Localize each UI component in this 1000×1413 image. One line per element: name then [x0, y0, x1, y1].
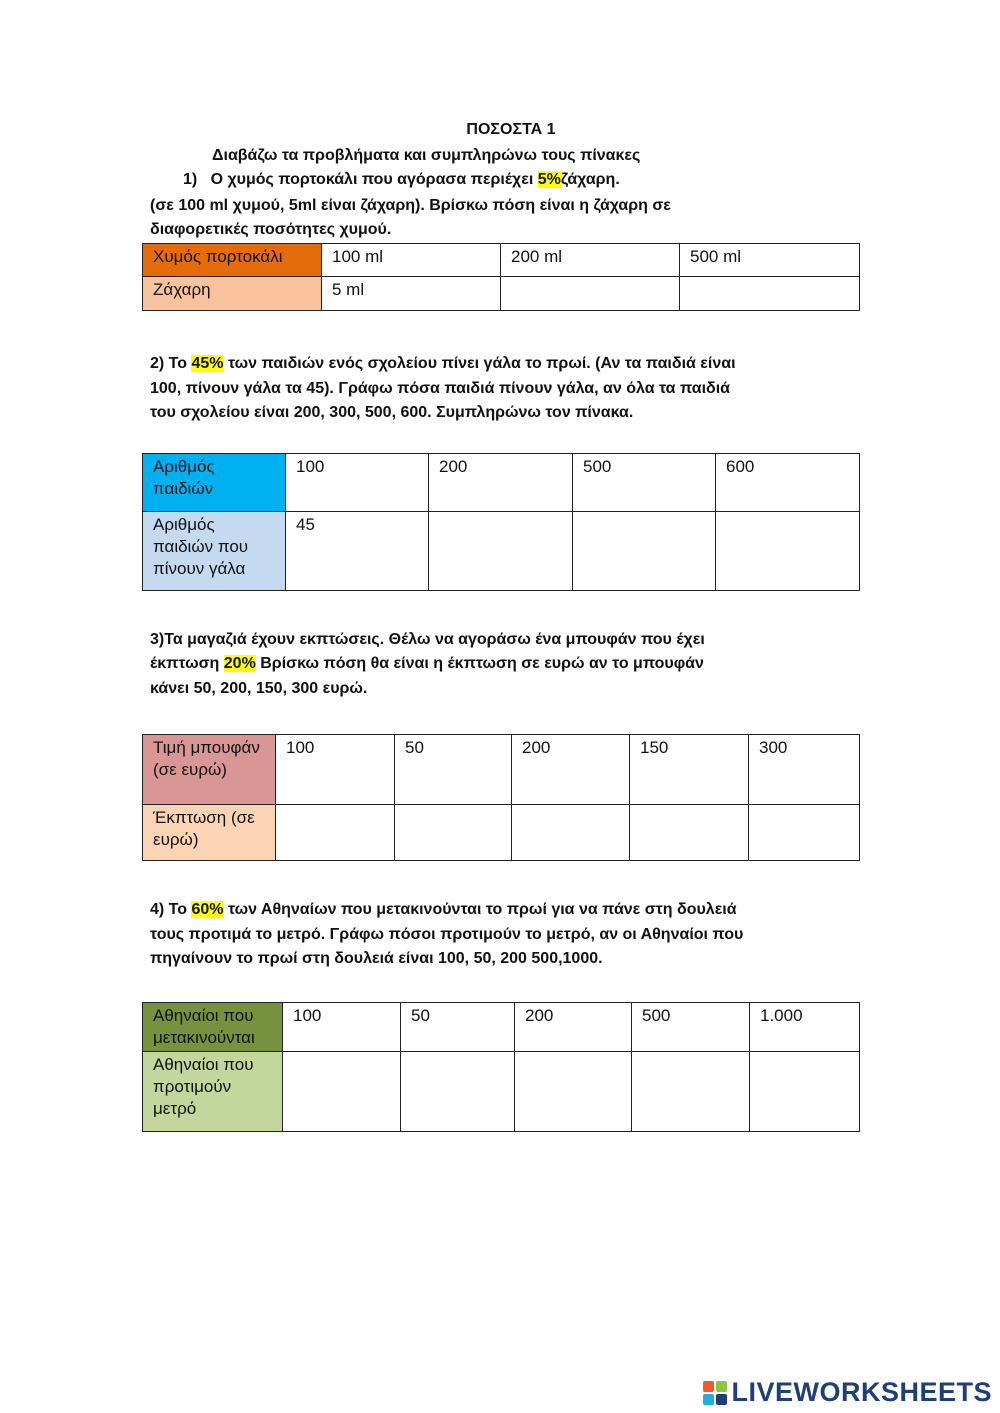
- answer-cell[interactable]: [630, 805, 749, 861]
- table-cell: 200: [429, 454, 573, 512]
- table-cell: 45: [286, 512, 429, 591]
- table-cell: 500: [573, 454, 716, 512]
- table-cell: 100: [276, 735, 395, 805]
- table-cell: 200: [512, 735, 630, 805]
- percent-highlight: 45%: [191, 355, 224, 372]
- page-subtitle: Διαβάζω τα προβλήματα και συμπληρώνω τους πίνακες: [212, 147, 641, 164]
- brand-text: LIVEWORKSHEETS: [731, 1377, 992, 1407]
- problem-4-line-2: τους προτιμά το μετρό. Γράφω πόσοι προτιμούν το μετρό, αν οι Αθηναίοι που: [150, 926, 744, 943]
- problem-1-line-3: διαφορετικές ποσότητες χυμού.: [150, 221, 392, 238]
- problem-2-line-3: του σχολείου είναι 200, 300, 500, 600. Συμπληρώνω τον πίνακα.: [150, 404, 634, 421]
- problem-text: Ο χυμός πορτοκάλι που αγόρασα περιέχει: [210, 171, 538, 188]
- table-cell: 200 ml: [501, 244, 680, 277]
- problem-text: ζάχαρη.: [560, 171, 620, 188]
- table-cell: 100 ml: [322, 244, 501, 277]
- table-cell: 100: [283, 1003, 401, 1052]
- answer-cell[interactable]: [501, 277, 680, 311]
- answer-cell[interactable]: [395, 805, 512, 861]
- table-row-label: Αθηναίοι που προτιμούν μετρό: [143, 1052, 283, 1132]
- problem-text: των Αθηναίων που μετακινούνται το πρωί για να πάνε στη δουλειά: [223, 901, 737, 918]
- problem-4-line-1: [150, 898, 737, 922]
- problem-text: 2) Το: [150, 355, 192, 372]
- problem-3-line-1: 3)Τα μαγαζιά έχουν εκπτώσεις. Θέλω να αγοράσω ένα μπουφάν που έχει: [150, 631, 705, 648]
- table-row-label: Τιμή μπουφάν (σε ευρώ): [143, 735, 276, 805]
- answer-cell[interactable]: [512, 805, 630, 861]
- table-row-label: Χυμός πορτοκάλι: [143, 244, 322, 277]
- answer-cell[interactable]: [749, 805, 860, 861]
- answer-cell[interactable]: [750, 1052, 860, 1132]
- page-title: ΠΟΣΟΣΤΑ 1: [466, 121, 556, 138]
- problem-text: των παιδιών ενός σχολείου πίνει γάλα το πρωί. (Αν τα παιδιά είναι: [223, 355, 736, 372]
- table-cell: 500 ml: [680, 244, 860, 277]
- table-row-label: Ζάχαρη: [143, 277, 322, 311]
- liveworksheets-brand[interactable]: [703, 1377, 992, 1408]
- answer-cell[interactable]: [716, 512, 860, 591]
- table-row-label: Αριθμός παιδιών που πίνουν γάλα: [143, 512, 286, 591]
- percent-highlight: 5%: [537, 171, 561, 188]
- juice-sugar-table: [142, 243, 860, 311]
- table-cell: 5 ml: [322, 277, 501, 311]
- problem-1-line-1: [183, 168, 620, 192]
- problem-3-line-2: [150, 652, 704, 676]
- problem-2-line-2: 100, πίνουν γάλα τα 45). Γράφω πόσα παιδιά πίνουν γάλα, αν όλα τα παιδιά: [150, 380, 731, 397]
- table-cell: 50: [395, 735, 512, 805]
- answer-cell[interactable]: [429, 512, 573, 591]
- answer-cell[interactable]: [680, 277, 860, 311]
- answer-cell[interactable]: [515, 1052, 632, 1132]
- table-cell: 300: [749, 735, 860, 805]
- table-cell: 150: [630, 735, 749, 805]
- children-milk-table: [142, 453, 860, 591]
- percent-highlight: 20%: [223, 655, 256, 672]
- athenians-metro-table: [142, 1002, 860, 1132]
- table-cell: 500: [632, 1003, 750, 1052]
- table-row-label: Αριθμός παιδιών: [143, 454, 286, 512]
- problem-3-line-3: κάνει 50, 200, 150, 300 ευρώ.: [150, 680, 368, 697]
- problem-text: Βρίσκω πόση θα είναι η έκπτωση σε ευρώ αν το μπουφάν: [255, 655, 704, 672]
- table-cell: 600: [716, 454, 860, 512]
- table-cell: 200: [515, 1003, 632, 1052]
- answer-cell[interactable]: [276, 805, 395, 861]
- table-cell: 1.000: [750, 1003, 860, 1052]
- table-row-label: Έκπτωση (σε ευρώ): [143, 805, 276, 861]
- table-cell: 50: [401, 1003, 515, 1052]
- table-cell: 100: [286, 454, 429, 512]
- problem-1-line-2: (σε 100 ml χυμού, 5ml είναι ζάχαρη). Βρίσκω πόση είναι η ζάχαρη σε: [150, 197, 671, 214]
- problem-4-line-3: πηγαίνουν το πρωί στη δουλειά είναι 100, 50, 200 500,1000.: [150, 950, 603, 967]
- answer-cell[interactable]: [283, 1052, 401, 1132]
- answer-cell[interactable]: [401, 1052, 515, 1132]
- problem-text: έκπτωση: [150, 655, 224, 672]
- problem-number: 1): [183, 171, 198, 188]
- jacket-discount-table: [142, 734, 860, 861]
- answer-cell[interactable]: [632, 1052, 750, 1132]
- problem-text: 4) Το: [150, 901, 192, 918]
- problem-2-line-1: [150, 352, 736, 376]
- answer-cell[interactable]: [573, 512, 716, 591]
- percent-highlight: 60%: [191, 901, 224, 918]
- table-row-label: Αθηναίοι που μετακινούνται: [143, 1003, 283, 1052]
- liveworksheets-logo-icon: [703, 1381, 727, 1405]
